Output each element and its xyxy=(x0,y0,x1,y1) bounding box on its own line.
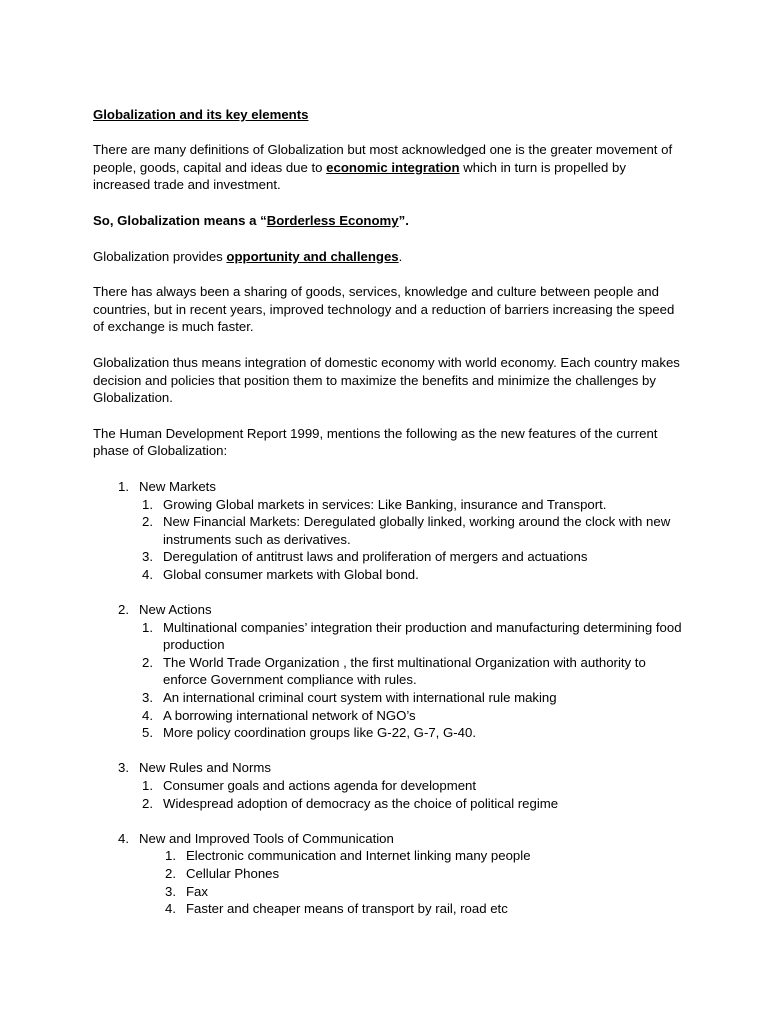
list-item xyxy=(93,689,683,707)
list-number: 3. xyxy=(142,690,153,706)
list-number: 2. xyxy=(165,865,176,881)
list-item xyxy=(93,548,683,566)
list-number: 4. xyxy=(142,566,153,582)
list-item-text: Cellular Phones xyxy=(186,865,280,881)
paragraph-text: . xyxy=(398,248,403,264)
list-number: 1. xyxy=(142,619,153,635)
list-item xyxy=(93,724,683,742)
features-list xyxy=(93,478,683,918)
list-item-text: Fax xyxy=(186,883,208,899)
list-item xyxy=(93,777,683,795)
list-item-text: An international criminal court system with international rule making xyxy=(163,690,557,706)
paragraph-text: So, Globalization means a “ xyxy=(93,212,267,228)
list-number: 2. xyxy=(142,654,153,670)
list-item-text: The World Trade Organization , the first multinational Organization with authority to enforce Government compliance with rules. xyxy=(163,654,646,688)
paragraph-definition xyxy=(93,141,683,194)
paragraph-borderless-economy xyxy=(93,212,683,230)
section-heading xyxy=(93,759,683,777)
list-item xyxy=(93,865,683,883)
paragraph-integration: Globalization thus means integration of domestic economy with world economy. Each country makes decision and policies that position them to maximize the benefits and minimize the challenges by Globalization. xyxy=(93,354,680,406)
section-heading xyxy=(93,601,683,619)
list-item xyxy=(93,847,683,865)
section-new-rules-norms xyxy=(93,759,683,812)
list-item xyxy=(93,654,683,689)
paragraph-text: There are many definitions of Globalization but most acknowledged one is the greater movement of people, goods, capital and ideas due to xyxy=(93,142,673,175)
list-number: 2. xyxy=(142,514,153,530)
list-item-text: Faster and cheaper means of transport by rail, road etc xyxy=(186,901,508,917)
list-item-text: Electronic communication and Internet linking many people xyxy=(186,848,531,864)
document-body xyxy=(93,106,683,935)
list-item xyxy=(93,795,683,813)
paragraph-text: ”. xyxy=(398,212,409,228)
paragraph-opportunity xyxy=(93,248,683,266)
list-number: 3. xyxy=(142,549,153,565)
list-item xyxy=(93,883,683,901)
sub-list xyxy=(93,777,683,812)
list-number: 1. xyxy=(142,778,153,793)
paragraph-text: which in turn is propelled by increased trade and investment. xyxy=(93,159,626,193)
section-heading xyxy=(93,478,683,496)
list-number: 3. xyxy=(165,883,176,899)
list-number: 4. xyxy=(142,707,153,723)
paragraph-sharing: There has always been a sharing of goods, services, knowledge and culture between people and countries, but in recent years, improved technology and a reduction of barriers increasing the speed of exchange is much faster. xyxy=(93,284,675,335)
section-heading xyxy=(93,830,683,848)
list-item-text: Consumer goals and actions agenda for development xyxy=(163,778,477,793)
list-number: 1. xyxy=(165,848,176,864)
sub-list xyxy=(93,619,683,742)
paragraph-hdr-1999: The Human Development Report 1999, mentions the following as the new features of the current phase of Globalization: xyxy=(93,425,658,459)
section-title: New Actions xyxy=(139,602,212,618)
list-item xyxy=(93,496,683,514)
list-item-text: Deregulation of antitrust laws and proliferation of mergers and actuations xyxy=(163,549,588,565)
list-number: 5. xyxy=(142,725,153,741)
section-communication-tools xyxy=(93,830,683,918)
list-item xyxy=(93,900,683,918)
section-new-actions xyxy=(93,601,683,742)
section-title: New and Improved Tools of Communication xyxy=(139,830,394,846)
section-new-markets xyxy=(93,478,683,584)
section-title: New Rules and Norms xyxy=(139,760,271,776)
list-item-text: More policy coordination groups like G-22, G-7, G-40. xyxy=(163,725,476,741)
list-item-text: Global consumer markets with Global bond. xyxy=(163,566,419,582)
list-item xyxy=(93,619,683,654)
list-number: 4. xyxy=(118,830,129,846)
paragraph-text: Globalization provides xyxy=(93,248,227,264)
list-item-text: A borrowing international network of NGO’s xyxy=(163,707,416,723)
list-item-text: Growing Global markets in services: Like Banking, insurance and Transport. xyxy=(163,496,607,512)
list-item-text: Multinational companies’ integration their production and manufacturing determining food production xyxy=(163,619,682,653)
emphasis-opportunity-challenges: opportunity and challenges xyxy=(226,248,399,264)
list-number: 3. xyxy=(118,760,129,776)
list-item-text: Widespread adoption of democracy as the choice of political regime xyxy=(163,795,559,811)
emphasis-economic-integration: economic integration xyxy=(326,159,460,175)
sub-list xyxy=(93,496,683,584)
list-number: 2. xyxy=(142,795,153,811)
list-item xyxy=(93,566,683,584)
list-item-text: New Financial Markets: Deregulated globally linked, working around the clock with new instruments such as derivatives. xyxy=(163,514,671,547)
emphasis-borderless-economy: Borderless Economy xyxy=(266,212,399,228)
list-number: 1. xyxy=(118,478,129,494)
list-number: 1. xyxy=(142,496,153,512)
list-item xyxy=(93,513,683,548)
list-item xyxy=(93,707,683,725)
list-number: 4. xyxy=(165,901,176,917)
page-title: Globalization and its key elements xyxy=(93,107,309,122)
sub-list xyxy=(93,847,683,917)
section-title: New Markets xyxy=(139,478,216,494)
list-number: 2. xyxy=(118,602,129,618)
